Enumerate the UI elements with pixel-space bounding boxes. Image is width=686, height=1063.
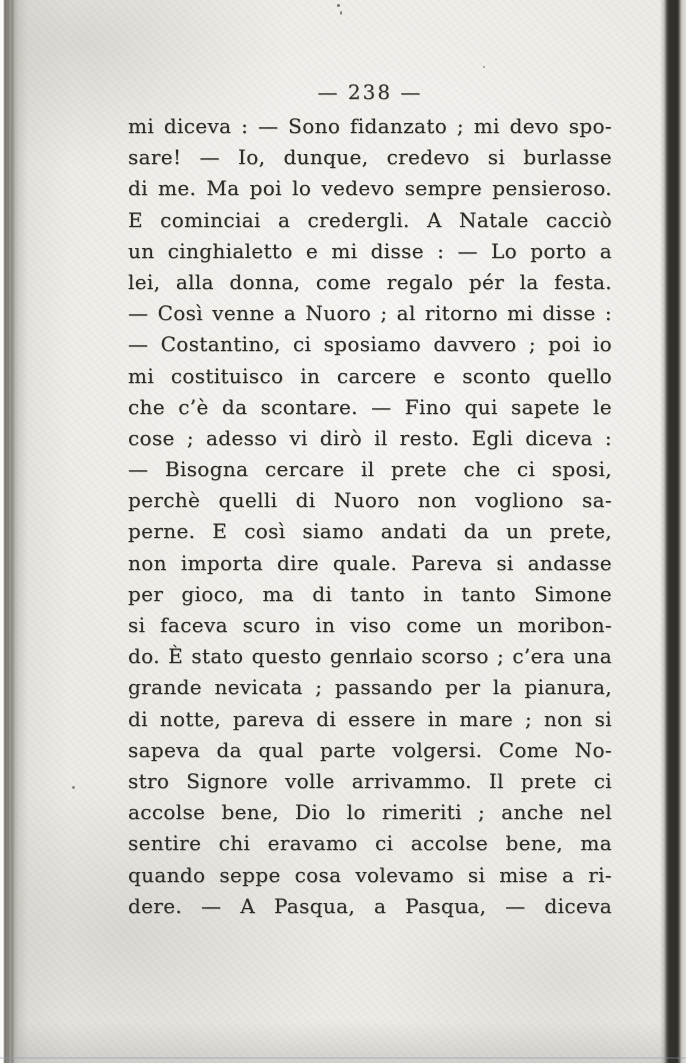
text-line: — Così venne a Nuoro ; al ritorno mi disse : [128, 301, 612, 326]
text-line: lei, alla donna, come regalo pér la festa. [128, 269, 612, 294]
ink-speck [337, 4, 340, 7]
text-line: do. È stato questo gennaio scorso ; c’era una [128, 644, 612, 669]
text-line: — Costantino, ci sposiamo davvero ; poi io [128, 332, 612, 357]
scan-edge-right [660, 0, 686, 1063]
text-line: — Bisogna cercare il prete che ci sposi, [128, 457, 612, 482]
ink-speck [340, 11, 342, 15]
text-line: perne. E così siamo andati da un prete, [128, 519, 612, 544]
text-line: di me. Ma poi lo vedevo sempre pensieroso. [128, 176, 612, 201]
ink-speck [483, 66, 485, 68]
text-line: sare! — Io, dunque, credevo si burlasse [128, 145, 612, 170]
text-line: per gioco, ma di tanto in tanto Simone [128, 581, 612, 606]
text-line: mi diceva : — Sono fidanzato ; mi devo spo- [128, 114, 612, 138]
text-line: E cominciai a credergli. A Natale cacciò [128, 207, 612, 232]
text-line: stro Signore volle arrivammo. Il prete ci [128, 768, 612, 793]
text-line: si faceva scuro in viso come un moribon- [128, 613, 612, 637]
text-line: sentire chi eravamo ci accolse bene, ma [128, 831, 612, 856]
scan-edge-bottom [0, 1057, 686, 1059]
text-line: grande nevicata ; passando per la pianura, [128, 675, 612, 700]
binding-shadow [0, 0, 28, 1063]
ink-speck [72, 786, 75, 789]
text-line: dere. — A Pasqua, a Pasqua, — diceva [128, 893, 612, 918]
text-line: perchè quelli di Nuoro non vogliono sa- [128, 488, 612, 513]
text-line: che c’è da scontare. — Fino qui sapete le [128, 394, 612, 419]
text-line: di notte, pareva di essere in mare ; non si [128, 706, 612, 731]
page-number: — 238 — [317, 80, 423, 104]
text-line: cose ; adesso vi dirò il resto. Egli diceva : [128, 425, 612, 450]
text-line: quando seppe cosa volevamo si mise a ri- [128, 862, 612, 887]
text-line: un cinghialetto e mi disse : — Lo porto a [128, 238, 612, 263]
text-line: non importa dire quale. Pareva si andasse [128, 550, 612, 575]
text-line: accolse bene, Dio lo rimeriti ; anche nel [128, 800, 612, 825]
text-line: mi costituisco in carcere e sconto quello [128, 363, 612, 388]
body-text [128, 111, 612, 922]
text-line: sapeva da qual parte volgersi. Come No- [128, 737, 612, 762]
